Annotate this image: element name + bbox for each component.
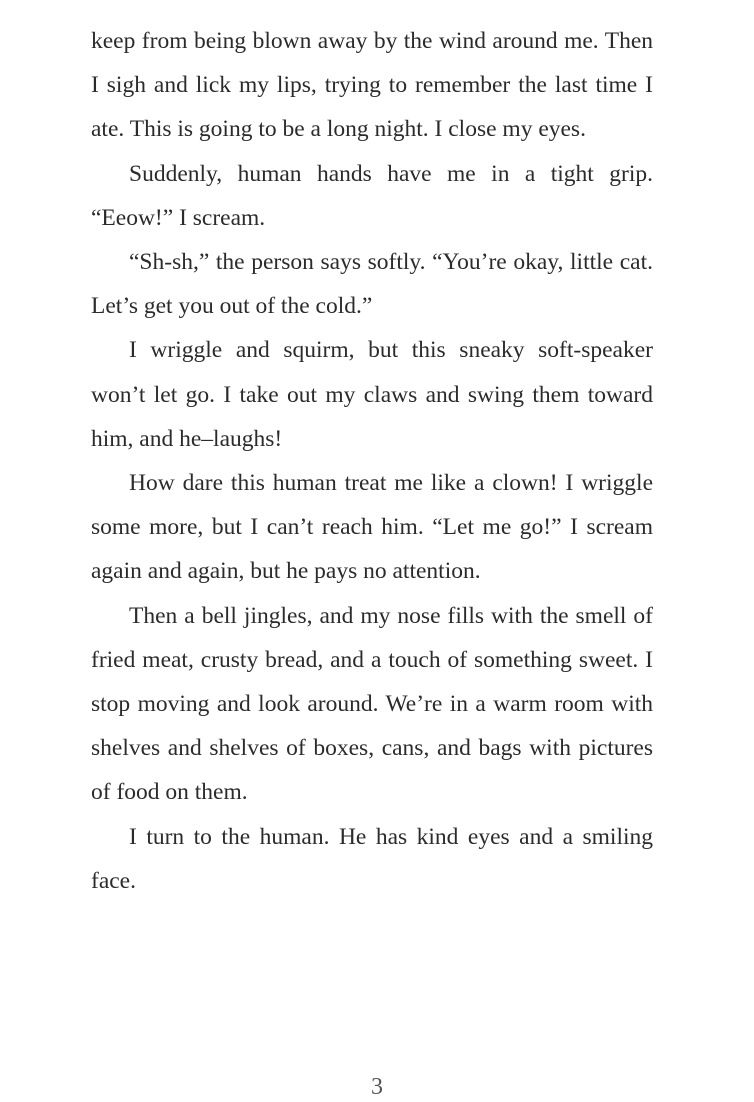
- paragraph: I turn to the human. He has kind eyes and a smiling face.: [91, 823, 653, 894]
- paragraph: Then a bell jingles, and my nose fills with the smell of fried meat, crusty bread, and a touch of something sweet. I stop moving and look around. We’re in a warm room with shelves and shelves of boxes, cans, and bags with pictures of food on them.: [91, 602, 653, 806]
- paragraph: I wriggle and squirm, but this sneaky soft-speaker won’t let go. I take out my claws and swing them toward him, and he–laughs!: [91, 337, 653, 452]
- paragraph: How dare this human treat me like a clown! I wriggle some more, but I can’t reach him. “Let me go!” I scream again and again, but he pays no attention.: [91, 470, 653, 585]
- page-number: 3: [371, 1074, 383, 1100]
- page-text: [91, 19, 653, 903]
- paragraph: “Sh-sh,” the person says softly. “You’re okay, little cat. Let’s get you out of the cold.”: [91, 249, 653, 320]
- paragraph-continued: keep from being blown away by the wind around me. Then I sigh and lick my lips, trying to remember the last time I ate. This is going to be a long night. I close my eyes.: [91, 28, 653, 143]
- paragraph: Suddenly, human hands have me in a tight grip. “Eeow!” I scream.: [91, 160, 653, 231]
